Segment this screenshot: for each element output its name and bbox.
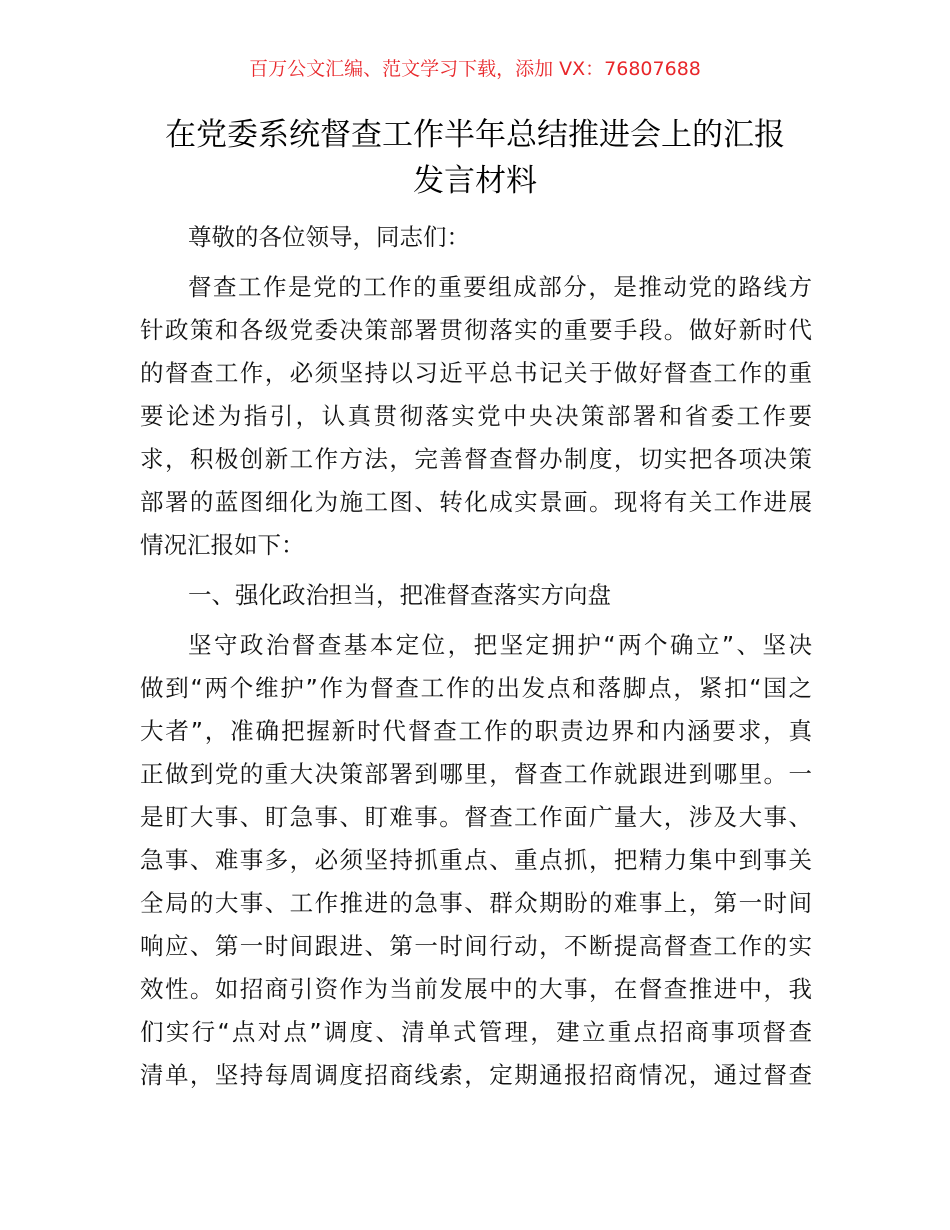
text-line: 要论述为指引，认真贯彻落实党中央决策部署和省委工作要 xyxy=(140,402,812,430)
text-line: 急事、难事多，必须坚持抓重点、重点抓，把精力集中到事关 xyxy=(140,846,812,874)
text-line: 针政策和各级党委决策部署贯彻落实的重要手段。做好新时代 xyxy=(140,316,812,344)
paragraph xyxy=(140,266,812,567)
text-line: 正做到党的重大决策部署到哪里，督查工作就跟进到哪里。一 xyxy=(140,760,812,788)
title-line-2: 发言材料 xyxy=(413,163,537,199)
text-line: 效性。如招商引资作为当前发展中的大事，在督查推进中，我 xyxy=(140,975,812,1003)
text-line: 坚守政治督查基本定位，把坚定拥护“两个确立”、坚决 xyxy=(188,631,812,659)
text-line: 响应、第一时间跟进、第一时间行动，不断提高督查工作的实 xyxy=(140,932,812,960)
paragraph xyxy=(140,624,812,1097)
text-line: 全局的大事、工作推进的急事、群众期盼的难事上，第一时间 xyxy=(140,889,812,917)
text-line: 求，积极创新工作方法，完善督查督办制度，切实把各项决策 xyxy=(140,445,812,473)
section-heading xyxy=(140,574,812,617)
text-line: 一、强化政治担当，把准督查落实方向盘 xyxy=(188,581,611,609)
text-line: 尊敬的各位领导，同志们： xyxy=(188,223,470,251)
text-line: 情况汇报如下： xyxy=(140,531,305,559)
title-line-1: 在党委系统督查工作半年总结推进会上的汇报 xyxy=(165,117,785,153)
document-title xyxy=(130,112,820,204)
salutation xyxy=(140,216,812,259)
watermark-banner: 百万公文汇编、范文学习下载，添加 VX：76807688 xyxy=(249,58,701,80)
text-line: 是盯大事、盯急事、盯难事。督查工作面广量大，涉及大事、 xyxy=(140,803,812,831)
text-line: 的督查工作，必须坚持以习近平总书记关于做好督查工作的重 xyxy=(140,359,812,387)
text-line: 部署的蓝图细化为施工图、转化成实景画。现将有关工作进展 xyxy=(140,488,812,516)
text-line: 清单，坚持每周调度招商线索，定期通报招商情况，通过督查 xyxy=(140,1061,812,1089)
text-line: 大者”，准确把握新时代督查工作的职责边界和内涵要求，真 xyxy=(140,717,812,745)
text-line: 督查工作是党的工作的重要组成部分，是推动党的路线方 xyxy=(188,273,812,301)
document-body xyxy=(140,216,812,1104)
text-line: 做到“两个维护”作为督查工作的出发点和落脚点，紧扣“国之 xyxy=(140,674,812,702)
text-line: 们实行“点对点”调度、清单式管理，建立重点招商事项督查 xyxy=(140,1018,812,1046)
